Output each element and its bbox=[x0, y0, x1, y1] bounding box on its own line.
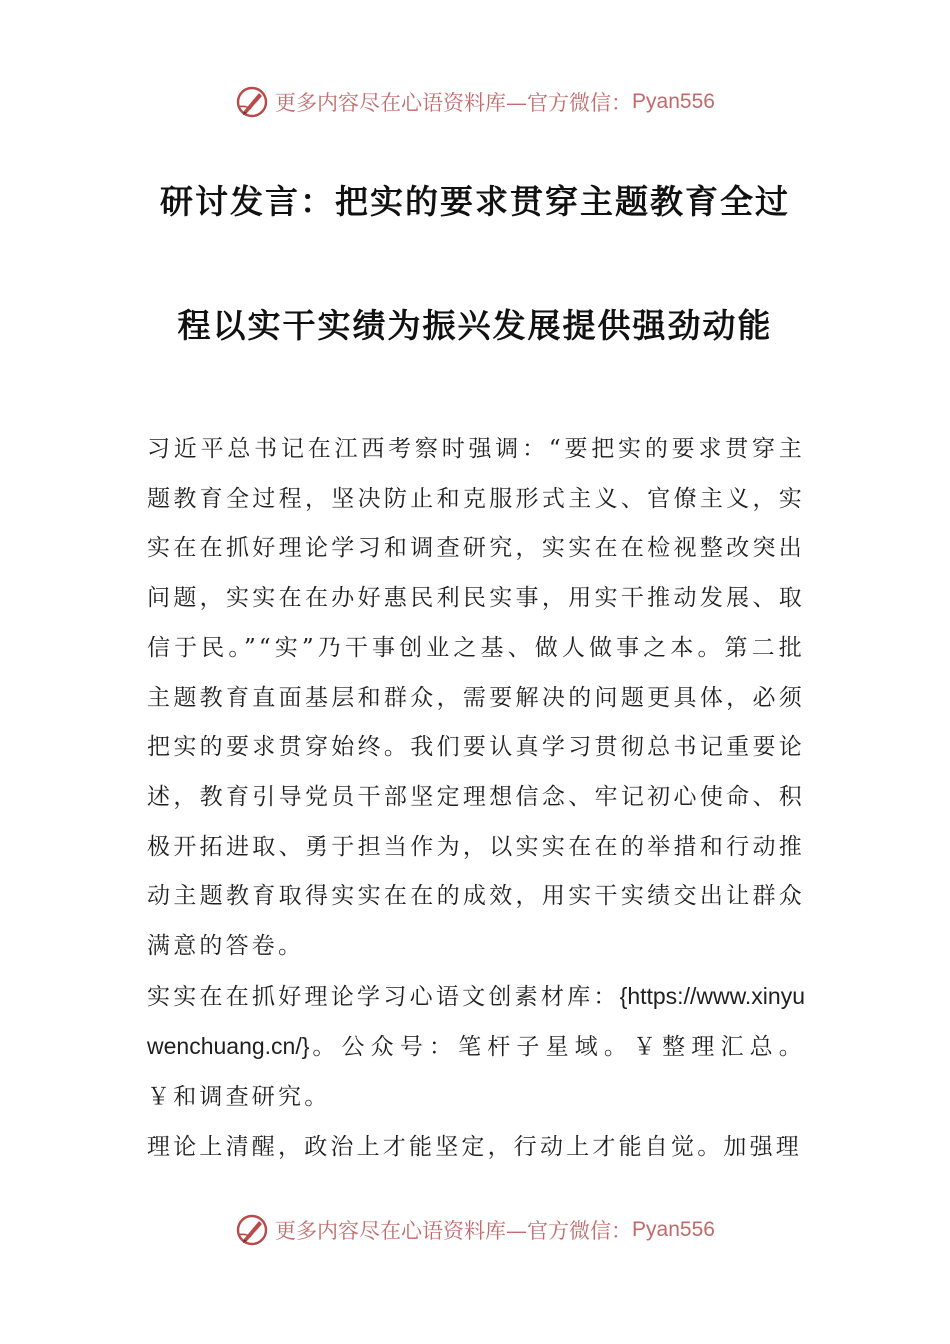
page-title-line-2: 程以实干实绩为振兴发展提供强劲动能 bbox=[177, 306, 773, 345]
page-title-line-1: 研讨发言：把实的要求贯穿主题教育全过 bbox=[160, 182, 790, 221]
header-wechat-id: Pyan556 bbox=[632, 90, 715, 113]
pen-circle-logo-icon bbox=[235, 85, 269, 119]
pen-circle-logo-icon bbox=[235, 1213, 269, 1247]
paragraph-2 bbox=[147, 972, 805, 1123]
paragraph-3: 理论上清醒，政治上才能坚定，行动上才能自觉。加强理 bbox=[147, 1133, 802, 1160]
source-url-link[interactable]: {https://www.xinyuwenchuang.cn/} bbox=[147, 982, 805, 1060]
paragraph-1: 习近平总书记在江西考察时强调：“要把实的要求贯穿主题教育全过程，坚决防止和克服形式主义、官僚主义，实实在在抓好理论学习和调查研究，实实在在检视整改突出问题，实实在在办好惠民利民实事，用实干推动发展、取信于民。”“实”乃干事创业之基、做人做事之本。第二批主题教育直面基层和群众，需要解决的问题更具体，必须把实的要求贯穿始终。我们要认真学习贯彻总书记重要论述，教育引导党员干部坚定理想信念、牢记初心使命、积极开拓进取、勇于担当作为，以实实在在的举措和行动推动主题教育取得实实在在的成效，用实干实绩交出让群众满意的答卷。 bbox=[147, 436, 805, 960]
paragraph-2-prefix: 实实在在抓好理论学习心语文创素材库： bbox=[147, 983, 620, 1010]
footer-banner bbox=[0, 1208, 950, 1252]
header-banner-text: 更多内容尽在心语资料库—官方微信： bbox=[275, 91, 633, 115]
footer-banner-text: 更多内容尽在心语资料库—官方微信： bbox=[275, 1219, 633, 1243]
footer-wechat-id: Pyan556 bbox=[632, 1218, 715, 1241]
paragraph-2-suffix: 。公众号：笔杆子星域。￥整理汇总。￥和调查研究。 bbox=[147, 1034, 805, 1111]
header-banner bbox=[0, 80, 950, 124]
document-body bbox=[147, 425, 805, 1173]
